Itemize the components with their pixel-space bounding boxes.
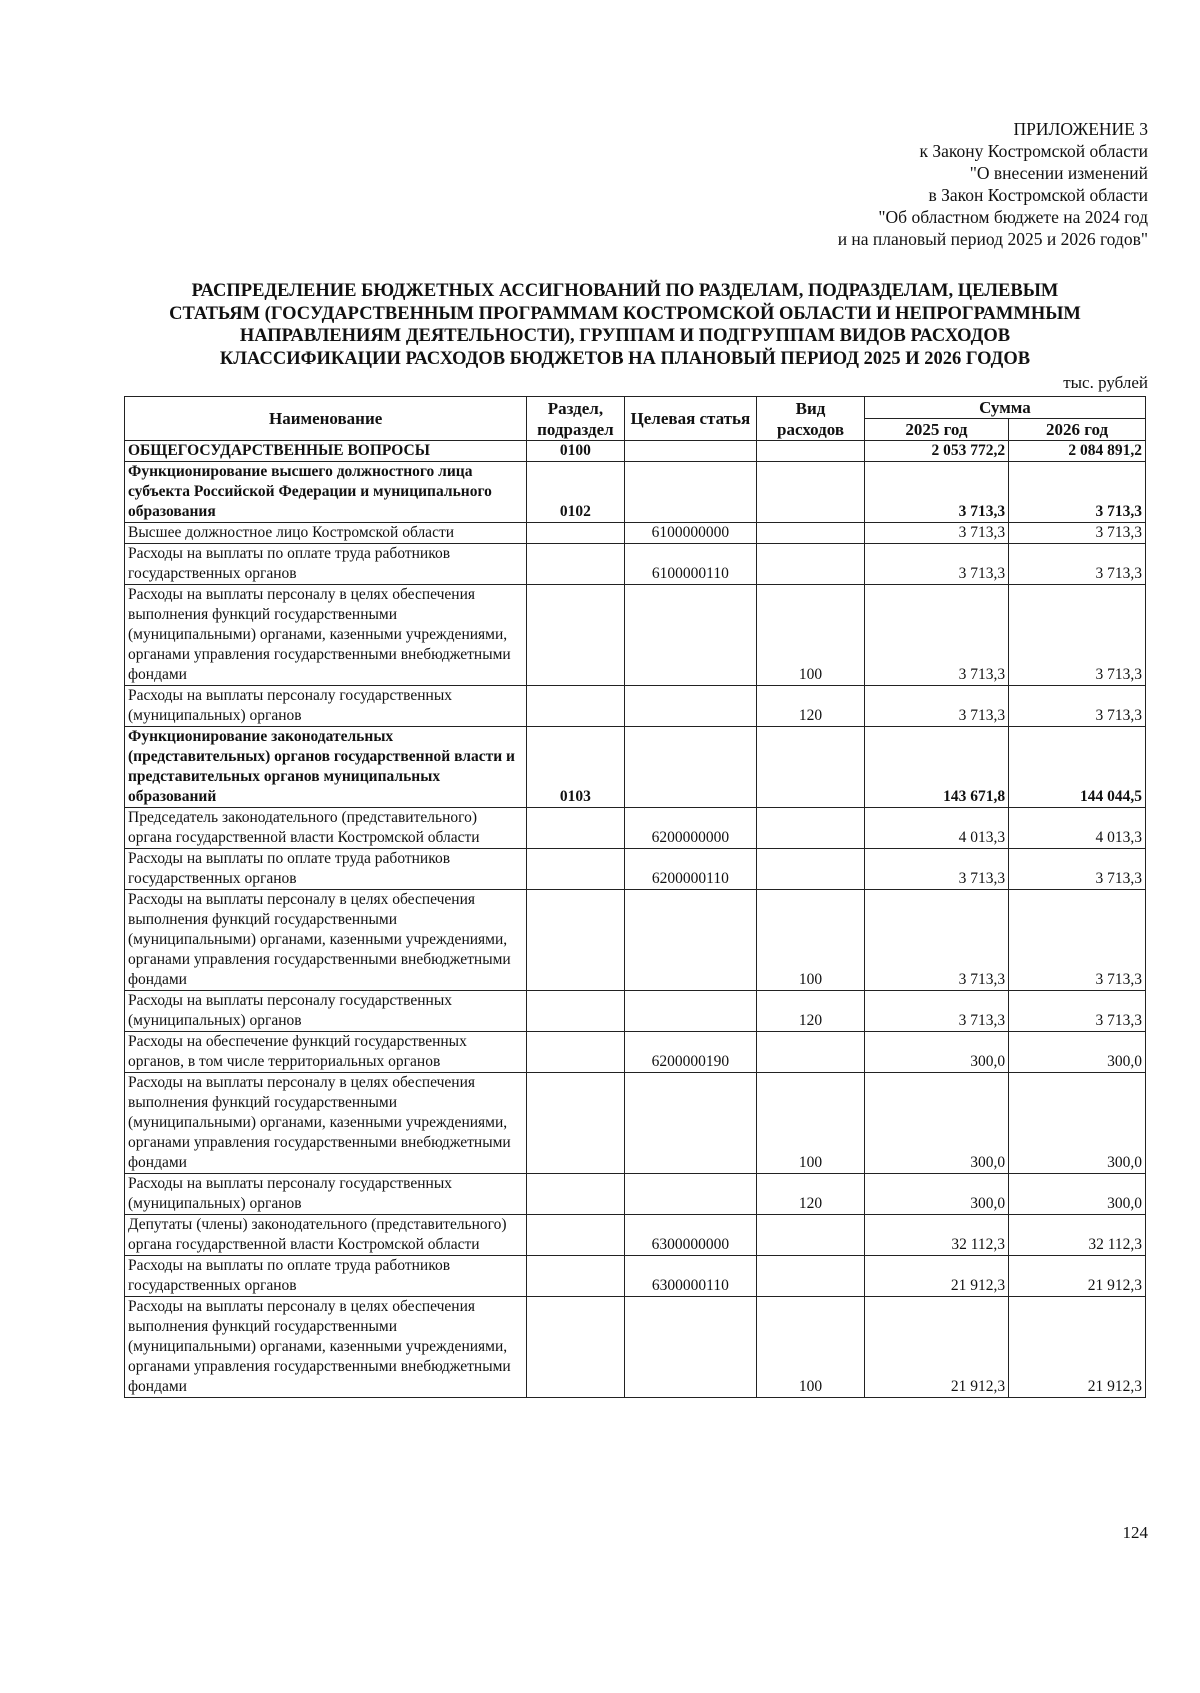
row-amount-2026: 3 713,3 <box>1009 686 1146 727</box>
row-amount-2026: 3 713,3 <box>1009 544 1146 585</box>
row-article <box>624 1073 757 1174</box>
row-amount-2025: 21 912,3 <box>864 1297 1008 1398</box>
row-name: ОБЩЕГОСУДАРСТВЕННЫЕ ВОПРОСЫ <box>125 441 527 462</box>
row-section <box>527 544 624 585</box>
row-amount-2026: 2 084 891,2 <box>1009 441 1146 462</box>
row-article: 6200000110 <box>624 849 757 890</box>
header-sum: Сумма <box>864 397 1145 419</box>
table-row <box>125 991 1146 1032</box>
row-amount-2025: 4 013,3 <box>864 808 1008 849</box>
row-name: Расходы на выплаты персоналу в целях обеспечения выполнения функций государственными (муниципальными) органами, казенными учреждениями, органами управления государственными внебюджетными фондами <box>125 585 527 686</box>
row-amount-2025: 3 713,3 <box>864 890 1008 991</box>
row-amount-2026: 3 713,3 <box>1009 523 1146 544</box>
row-type <box>757 808 865 849</box>
row-type <box>757 523 865 544</box>
table-row <box>125 1073 1146 1174</box>
row-name: Расходы на выплаты по оплате труда работников государственных органов <box>125 1256 527 1297</box>
row-name: Расходы на выплаты персоналу в целях обеспечения выполнения функций государственными (муниципальными) органами, казенными учреждениями, органами управления государственными внебюджетными фондами <box>125 1073 527 1174</box>
row-name: Расходы на выплаты персоналу в целях обеспечения выполнения функций государственными (муниципальными) органами, казенными учреждениями, органами управления государственными внебюджетными фондами <box>125 1297 527 1398</box>
table-row <box>125 727 1146 808</box>
page-number: 124 <box>1122 1523 1148 1542</box>
row-amount-2026: 300,0 <box>1009 1174 1146 1215</box>
row-article <box>624 1297 757 1398</box>
row-type: 100 <box>757 890 865 991</box>
row-type: 100 <box>757 585 865 686</box>
row-section <box>527 808 624 849</box>
budget-table <box>124 396 1146 1398</box>
row-amount-2025: 3 713,3 <box>864 462 1008 523</box>
appendix-line: "О внесении изменений <box>969 163 1148 183</box>
appendix-line: ПРИЛОЖЕНИЕ 3 <box>1013 119 1148 139</box>
row-type: 120 <box>757 686 865 727</box>
row-name: Депутаты (члены) законодательного (представительного) органа государственной власти Костромской области <box>125 1215 527 1256</box>
row-type <box>757 1256 865 1297</box>
table-row <box>125 890 1146 991</box>
row-amount-2026: 3 713,3 <box>1009 462 1146 523</box>
row-article <box>624 585 757 686</box>
table-row <box>125 686 1146 727</box>
table-row <box>125 1215 1146 1256</box>
row-section <box>527 1256 624 1297</box>
units-label: тыс. рублей <box>1063 373 1148 392</box>
row-article <box>624 441 757 462</box>
appendix-header <box>838 118 1148 250</box>
table-row <box>125 1256 1146 1297</box>
row-name: Расходы на выплаты по оплате труда работников государственных органов <box>125 849 527 890</box>
appendix-line: и на плановый период 2025 и 2026 годов" <box>837 229 1148 249</box>
row-article <box>624 462 757 523</box>
table-row <box>125 849 1146 890</box>
row-type: 100 <box>757 1073 865 1174</box>
document-title <box>115 280 1135 370</box>
row-name: Функционирование высшего должностного лица субъекта Российской Федерации и муниципального образования <box>125 462 527 523</box>
row-amount-2026: 4 013,3 <box>1009 808 1146 849</box>
row-article: 6300000000 <box>624 1215 757 1256</box>
table-row <box>125 1032 1146 1073</box>
row-name: Расходы на выплаты по оплате труда работников государственных органов <box>125 544 527 585</box>
row-name: Расходы на обеспечение функций государственных органов, в том числе территориальных органов <box>125 1032 527 1073</box>
header-year-2025: 2025 год <box>864 419 1008 441</box>
row-amount-2025: 3 713,3 <box>864 585 1008 686</box>
row-amount-2025: 21 912,3 <box>864 1256 1008 1297</box>
row-name: Расходы на выплаты персоналу государственных (муниципальных) органов <box>125 686 527 727</box>
table-row <box>125 544 1146 585</box>
row-name: Расходы на выплаты персоналу государственных (муниципальных) органов <box>125 991 527 1032</box>
header-section: Раздел, подраздел <box>527 397 624 441</box>
row-amount-2026: 32 112,3 <box>1009 1215 1146 1256</box>
row-article: 6100000000 <box>624 523 757 544</box>
table-header <box>125 397 1146 441</box>
title-line: НАПРАВЛЕНИЯМ ДЕЯТЕЛЬНОСТИ), ГРУППАМ И ПОДГРУППАМ ВИДОВ РАСХОДОВ <box>239 326 1011 346</box>
appendix-line: в Закон Костромской области <box>928 185 1148 205</box>
row-type <box>757 544 865 585</box>
row-name: Расходы на выплаты персоналу в целях обеспечения выполнения функций государственными (муниципальными) органами, казенными учреждениями, органами управления государственными внебюджетными фондами <box>125 890 527 991</box>
row-article <box>624 686 757 727</box>
appendix-line: "Об областном бюджете на 2024 год <box>878 207 1148 227</box>
header-type: Вид расходов <box>757 397 865 441</box>
title-line: РАСПРЕДЕЛЕНИЕ БЮДЖЕТНЫХ АССИГНОВАНИЙ ПО РАЗДЕЛАМ, ПОДРАЗДЕЛАМ, ЦЕЛЕВЫМ <box>191 281 1059 301</box>
row-article <box>624 727 757 808</box>
row-amount-2025: 300,0 <box>864 1032 1008 1073</box>
title-line: СТАТЬЯМ (ГОСУДАРСТВЕННЫМ ПРОГРАММАМ КОСТРОМСКОЙ ОБЛАСТИ И НЕПРОГРАММНЫМ <box>169 303 1081 324</box>
table-row <box>125 585 1146 686</box>
row-name: Расходы на выплаты персоналу государственных (муниципальных) органов <box>125 1174 527 1215</box>
row-section <box>527 1215 624 1256</box>
table-row <box>125 462 1146 523</box>
row-section <box>527 1297 624 1398</box>
table-row <box>125 523 1146 544</box>
row-section <box>527 991 624 1032</box>
row-type <box>757 462 865 523</box>
row-amount-2025: 143 671,8 <box>864 727 1008 808</box>
row-amount-2026: 21 912,3 <box>1009 1297 1146 1398</box>
row-type <box>757 727 865 808</box>
row-section <box>527 890 624 991</box>
row-amount-2026: 144 044,5 <box>1009 727 1146 808</box>
row-article <box>624 890 757 991</box>
table-row <box>125 441 1146 462</box>
row-article <box>624 1174 757 1215</box>
row-type: 100 <box>757 1297 865 1398</box>
row-section: 0103 <box>527 727 624 808</box>
row-type: 120 <box>757 1174 865 1215</box>
row-article: 6200000190 <box>624 1032 757 1073</box>
row-section <box>527 523 624 544</box>
row-amount-2025: 2 053 772,2 <box>864 441 1008 462</box>
row-article: 6200000000 <box>624 808 757 849</box>
row-amount-2025: 3 713,3 <box>864 523 1008 544</box>
row-amount-2025: 3 713,3 <box>864 544 1008 585</box>
row-type <box>757 1032 865 1073</box>
row-section <box>527 1032 624 1073</box>
row-type <box>757 1215 865 1256</box>
appendix-line: к Закону Костромской области <box>919 141 1148 161</box>
row-amount-2026: 21 912,3 <box>1009 1256 1146 1297</box>
row-name: Высшее должностное лицо Костромской области <box>125 523 527 544</box>
row-section <box>527 585 624 686</box>
table-body <box>125 441 1146 1398</box>
row-amount-2025: 3 713,3 <box>864 991 1008 1032</box>
row-amount-2026: 3 713,3 <box>1009 991 1146 1032</box>
row-amount-2026: 300,0 <box>1009 1073 1146 1174</box>
row-amount-2026: 3 713,3 <box>1009 849 1146 890</box>
row-section <box>527 849 624 890</box>
header-year-2026: 2026 год <box>1009 419 1146 441</box>
row-amount-2025: 3 713,3 <box>864 686 1008 727</box>
row-article <box>624 991 757 1032</box>
row-section <box>527 1073 624 1174</box>
row-amount-2025: 300,0 <box>864 1174 1008 1215</box>
row-name: Председатель законодательного (представительного) органа государственной власти Костромской области <box>125 808 527 849</box>
table-row <box>125 1297 1146 1398</box>
table-row <box>125 808 1146 849</box>
row-amount-2025: 300,0 <box>864 1073 1008 1174</box>
row-article: 6100000110 <box>624 544 757 585</box>
row-section: 0102 <box>527 462 624 523</box>
row-amount-2026: 3 713,3 <box>1009 890 1146 991</box>
row-type <box>757 849 865 890</box>
row-section <box>527 686 624 727</box>
title-line: КЛАССИФИКАЦИИ РАСХОДОВ БЮДЖЕТОВ НА ПЛАНОВЫЙ ПЕРИОД 2025 И 2026 ГОДОВ <box>219 348 1031 369</box>
row-type <box>757 441 865 462</box>
row-section <box>527 1174 624 1215</box>
row-amount-2025: 3 713,3 <box>864 849 1008 890</box>
row-type: 120 <box>757 991 865 1032</box>
row-article: 6300000110 <box>624 1256 757 1297</box>
header-article: Целевая статья <box>624 397 757 441</box>
row-amount-2026: 300,0 <box>1009 1032 1146 1073</box>
row-name: Функционирование законодательных (представительных) органов государственной власти и представительных органов муниципальных образований <box>125 727 527 808</box>
row-amount-2026: 3 713,3 <box>1009 585 1146 686</box>
header-name: Наименование <box>125 397 527 441</box>
row-amount-2025: 32 112,3 <box>864 1215 1008 1256</box>
table-row <box>125 1174 1146 1215</box>
row-section: 0100 <box>527 441 624 462</box>
